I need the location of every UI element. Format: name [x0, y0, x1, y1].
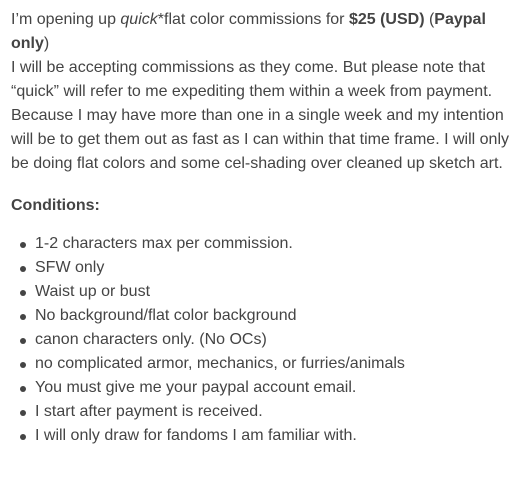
- bullet-icon: [20, 338, 26, 344]
- list-item: [35, 376, 515, 400]
- list-item-text: You must give me your paypal account email.: [35, 379, 357, 396]
- intro-text-3: (: [424, 11, 435, 28]
- list-item: [35, 280, 515, 304]
- bullet-icon: [20, 410, 26, 416]
- list-item: [35, 256, 515, 280]
- list-item: [35, 328, 515, 352]
- intro-text-2: flat color commissions for: [164, 11, 349, 28]
- list-item-text: I will only draw for fandoms I am familiar with.: [35, 427, 357, 444]
- list-item: [35, 304, 515, 328]
- bullet-icon: [20, 386, 26, 392]
- payment-method: Paypal only: [11, 11, 486, 52]
- price-text: $25 (USD): [348, 11, 425, 28]
- list-item-text: canon characters only. (No OCs): [35, 331, 267, 348]
- intro-body: I will be accepting commissions as they come. But please note that “quick” will refer to me expediting them within a week from payment. Because I may have more than one in a single week and my intention will be to get them out as fast as I can within that time frame. I will only be doing flat colors and some cel-shading over cleaned up sketch art.: [11, 59, 509, 172]
- list-item: [35, 232, 515, 256]
- intro-text-4: ): [43, 35, 50, 52]
- list-item-text: Waist up or bust: [35, 283, 151, 300]
- intro-paragraph: [11, 8, 515, 176]
- quick-emphasis: quick: [120, 11, 158, 28]
- list-item-text: SFW only: [35, 259, 105, 276]
- list-item-text: No background/flat color background: [35, 307, 297, 324]
- conditions-heading: [11, 194, 515, 218]
- list-item-text: I start after payment is received.: [35, 403, 263, 420]
- bullet-icon: [20, 434, 26, 440]
- list-item: [35, 400, 515, 424]
- intro-text-1: I’m opening up: [11, 11, 121, 28]
- bullet-icon: [20, 266, 26, 272]
- asterisk: *: [157, 11, 164, 28]
- list-item-text: 1-2 characters max per commission.: [35, 235, 293, 252]
- bullet-icon: [20, 314, 26, 320]
- list-item: [35, 424, 515, 448]
- conditions-heading-text: Conditions:: [11, 197, 100, 214]
- list-item-text: no complicated armor, mechanics, or furries/animals: [35, 355, 405, 372]
- bullet-icon: [20, 290, 26, 296]
- list-item: [35, 352, 515, 376]
- bullet-icon: [20, 242, 26, 248]
- conditions-list: [11, 232, 515, 448]
- bullet-icon: [20, 362, 26, 368]
